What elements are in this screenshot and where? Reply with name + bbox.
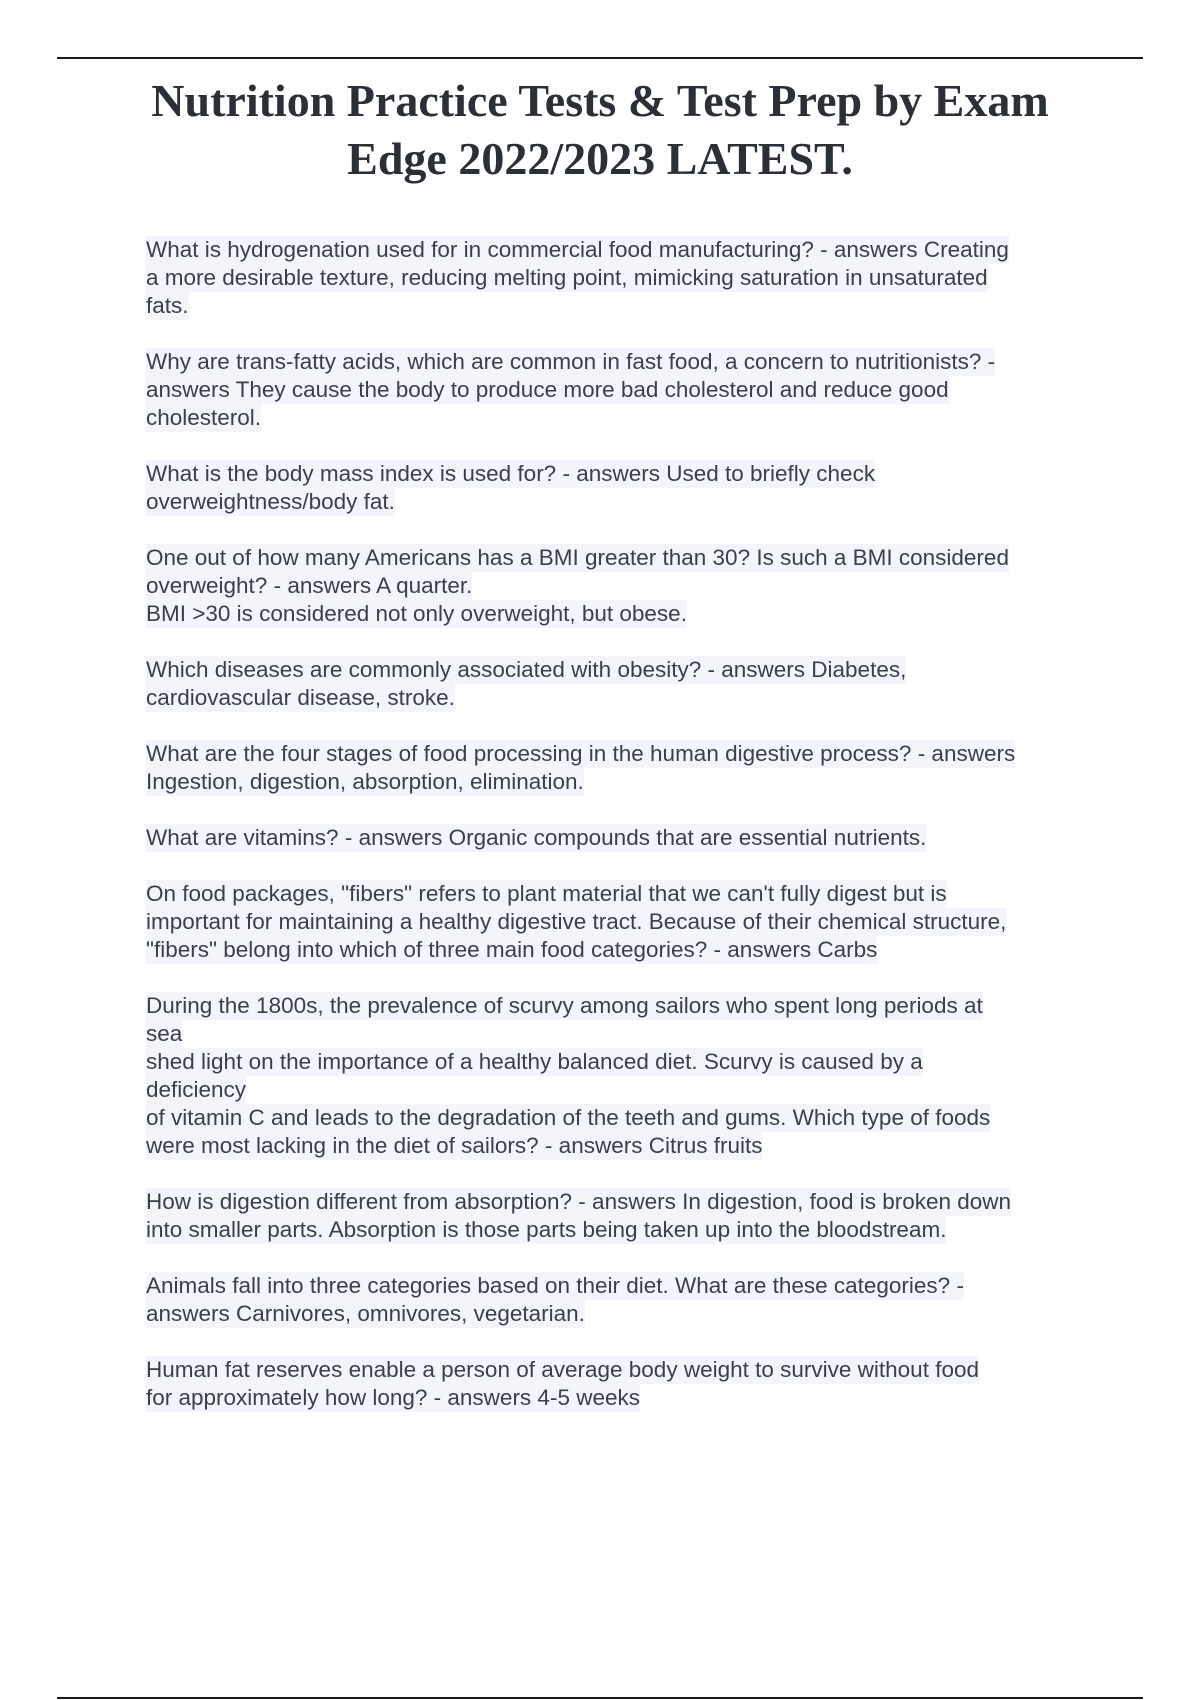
qa-line: cholesterol. — [146, 405, 262, 430]
qa-line: answers Carnivores, omnivores, vegetarian. — [146, 1301, 585, 1326]
qa-item — [146, 824, 1096, 852]
qa-line: What are vitamins? - answers Organic compounds that are essential nutrients. — [146, 825, 927, 850]
qa-line: overweight? - answers A quarter. — [146, 573, 473, 598]
qa-line: On food packages, "fibers" refers to plant material that we can't fully digest but is — [146, 881, 947, 906]
qa-line: Human fat reserves enable a person of average body weight to survive without food — [146, 1357, 979, 1382]
qa-item — [146, 1188, 1096, 1244]
qa-line: into smaller parts. Absorption is those parts being taken up into the bloodstream. — [146, 1217, 947, 1242]
qa-line: overweightness/body fat. — [146, 489, 395, 514]
qa-line: Ingestion, digestion, absorption, elimination. — [146, 769, 584, 794]
qa-item — [146, 1272, 1096, 1328]
qa-line: Animals fall into three categories based on their diet. What are these categories? - — [146, 1273, 964, 1298]
qa-line: were most lacking in the diet of sailors? - answers Citrus fruits — [146, 1133, 763, 1158]
qa-line: deficiency — [146, 1077, 247, 1102]
qa-line: cardiovascular disease, stroke. — [146, 685, 455, 710]
qa-line: for approximately how long? - answers 4-5 weeks — [146, 1385, 640, 1410]
qa-line: a more desirable texture, reducing melting point, mimicking saturation in unsaturated — [146, 265, 988, 290]
qa-line: Why are trans-fatty acids, which are common in fast food, a concern to nutritionists? - — [146, 349, 996, 374]
qa-item — [146, 460, 1096, 516]
qa-list — [146, 236, 1096, 1440]
title-line-1: Nutrition Practice Tests & Test Prep by Exam — [151, 75, 1049, 126]
qa-line: "fibers" belong into which of three main food categories? - answers Carbs — [146, 937, 878, 962]
qa-line: answers They cause the body to produce more bad cholesterol and reduce good — [146, 377, 949, 402]
qa-item — [146, 348, 1096, 432]
qa-item — [146, 992, 1096, 1160]
qa-line: What is hydrogenation used for in commercial food manufacturing? - answers Creating — [146, 237, 1009, 262]
title-line-2: Edge 2022/2023 LATEST. — [347, 133, 853, 184]
qa-item — [146, 544, 1096, 628]
qa-item — [146, 1356, 1096, 1412]
qa-line: of vitamin C and leads to the degradation of the teeth and gums. Which type of foods — [146, 1105, 991, 1130]
qa-line: sea — [146, 1021, 183, 1046]
qa-line: fats. — [146, 293, 189, 318]
qa-line: Which diseases are commonly associated with obesity? - answers Diabetes, — [146, 657, 907, 682]
qa-line: important for maintaining a healthy digestive tract. Because of their chemical structure, — [146, 909, 1007, 934]
top-rule — [57, 57, 1143, 59]
bottom-rule — [57, 1697, 1143, 1699]
qa-line: What are the four stages of food processing in the human digestive process? - answers — [146, 741, 1016, 766]
qa-item — [146, 656, 1096, 712]
document-title — [100, 72, 1100, 188]
qa-item — [146, 740, 1096, 796]
qa-line: During the 1800s, the prevalence of scurvy among sailors who spent long periods at — [146, 993, 983, 1018]
qa-line: shed light on the importance of a healthy balanced diet. Scurvy is caused by a — [146, 1049, 923, 1074]
qa-item — [146, 236, 1096, 320]
qa-line: BMI >30 is considered not only overweight, but obese. — [146, 601, 687, 626]
qa-line: What is the body mass index is used for? - answers Used to briefly check — [146, 461, 876, 486]
qa-line: How is digestion different from absorption? - answers In digestion, food is broken down — [146, 1189, 1012, 1214]
qa-line: One out of how many Americans has a BMI greater than 30? Is such a BMI considered — [146, 545, 1009, 570]
qa-item — [146, 880, 1096, 964]
